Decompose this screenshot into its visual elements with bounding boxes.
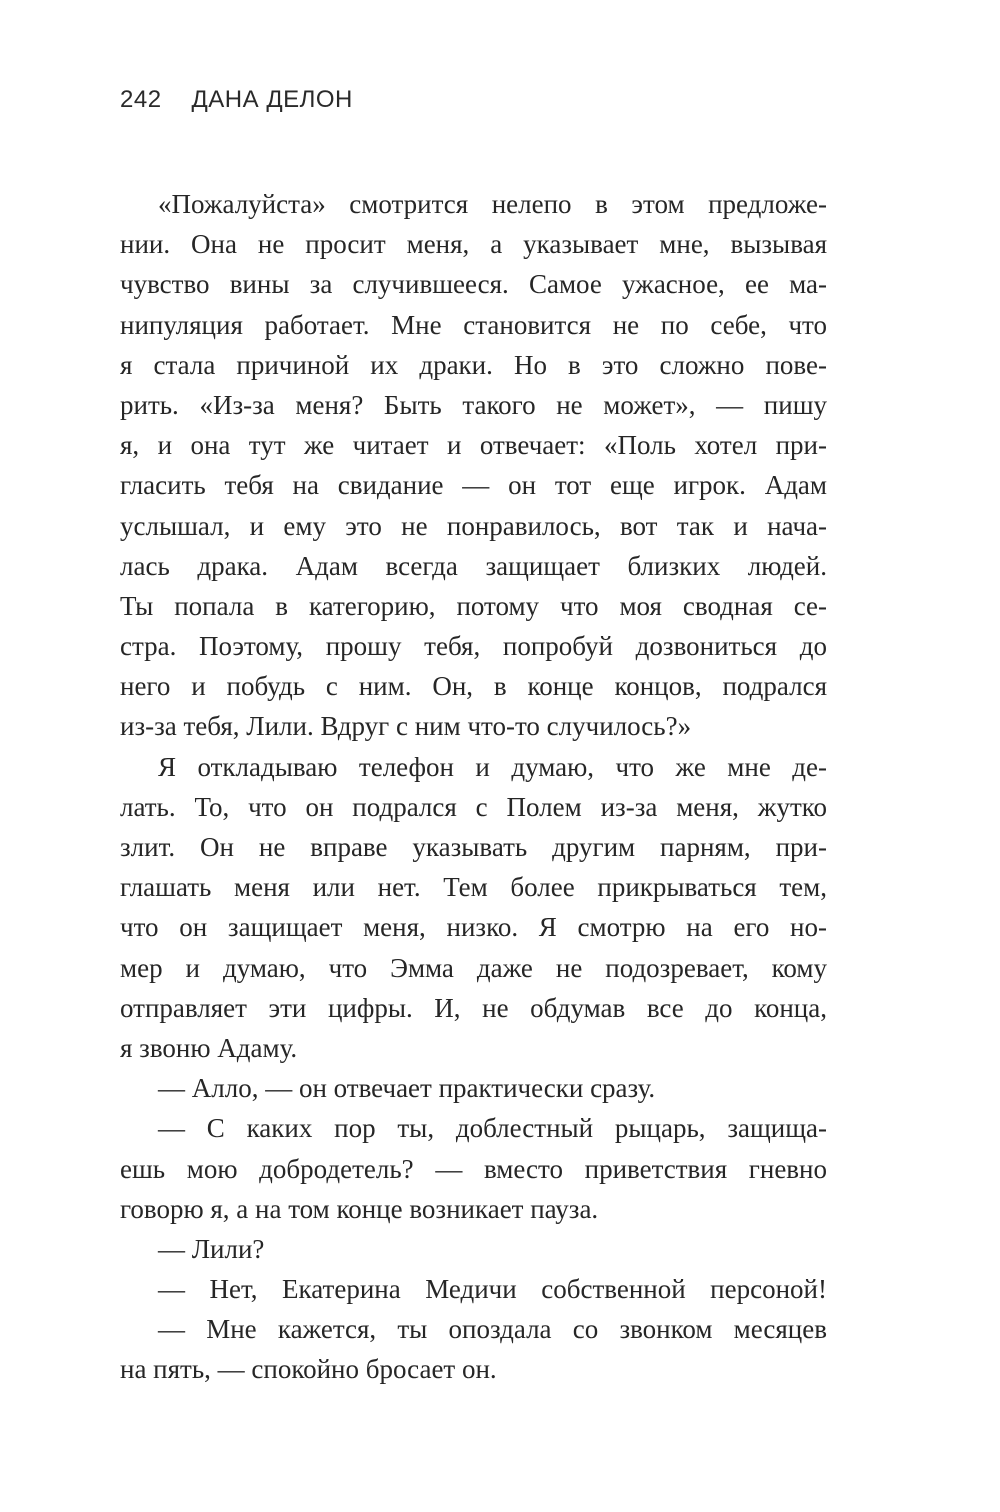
text-line: из-за тебя, Лили. Вдруг с ним что-то случилось?» (120, 711, 692, 742)
text-line: я звоню Адаму. (120, 1032, 298, 1063)
text-line: услышал, и ему это не понравилось, вот так и нача- (120, 510, 827, 541)
author-name: ДАНА ДЕЛОН (191, 86, 353, 113)
text-line: — Мне кажется, ты опоздала со звонком месяцев (158, 1314, 827, 1345)
text-line: гласить тебя на свидание — он тот еще игрок. Адам (120, 470, 827, 501)
text-line: лась драка. Адам всегда защищает близких людей. (120, 550, 827, 581)
text-line: «Пожалуйста» смотрится нелепо в этом предложе- (158, 189, 827, 219)
running-head (120, 86, 353, 114)
text-line: что он защищает меня, низко. Я смотрю на его но- (120, 912, 827, 943)
text-line: — Лили? (158, 1233, 265, 1264)
text-line: Ты попала в категорию, потому что моя сводная се- (120, 590, 827, 621)
text-line: говорю я, а на том конце возникает пауза. (120, 1193, 599, 1224)
text-line: на пять, — спокойно бросает он. (120, 1354, 497, 1385)
text-line: — Алло, — он отвечает практически сразу. (158, 1073, 656, 1104)
text-line: отправляет эти цифры. И, не обдумав все до конца, (120, 992, 827, 1023)
text-line: лать. То, что он подрался с Полем из-за меня, жутко (120, 791, 827, 822)
text-line: я, и она тут же читает и отвечает: «Поль хотел при- (120, 430, 827, 461)
text-line: нипуляция работает. Мне становится не по себе, что (120, 309, 827, 340)
text-line: нии. Она не просит меня, а указывает мне, вызывая (120, 229, 827, 260)
text-line: чувство вины за случившееся. Самое ужасное, ее ма- (120, 269, 827, 300)
page-number: 242 (120, 86, 162, 113)
text-line: Я откладываю телефон и думаю, что же мне де- (158, 751, 827, 782)
page-body (120, 184, 827, 1390)
text-line: стра. Поэтому, прошу тебя, попробуй дозвониться до (120, 631, 827, 662)
text-line: мер и думаю, что Эмма даже не подозревает, кому (120, 952, 827, 983)
text-line: — С каких пор ты, доблестный рыцарь, защища- (158, 1113, 827, 1144)
text-line: рить. «Из-за меня? Быть такого не может», — пишу (120, 389, 827, 420)
text-line: него и побудь с ним. Он, в конце концов, подрался (120, 671, 827, 702)
text-line: я стала причиной их драки. Но в это сложно пове- (120, 349, 827, 380)
text-line: — Нет, Екатерина Медичи собственной персоной! (158, 1274, 827, 1305)
text-line: глашать меня или нет. Тем более прикрываться тем, (120, 872, 827, 903)
text-line: злит. Он не вправе указывать другим парням, при- (120, 832, 827, 862)
text-line: ешь мою добродетель? — вместо приветствия гневно (120, 1153, 827, 1184)
